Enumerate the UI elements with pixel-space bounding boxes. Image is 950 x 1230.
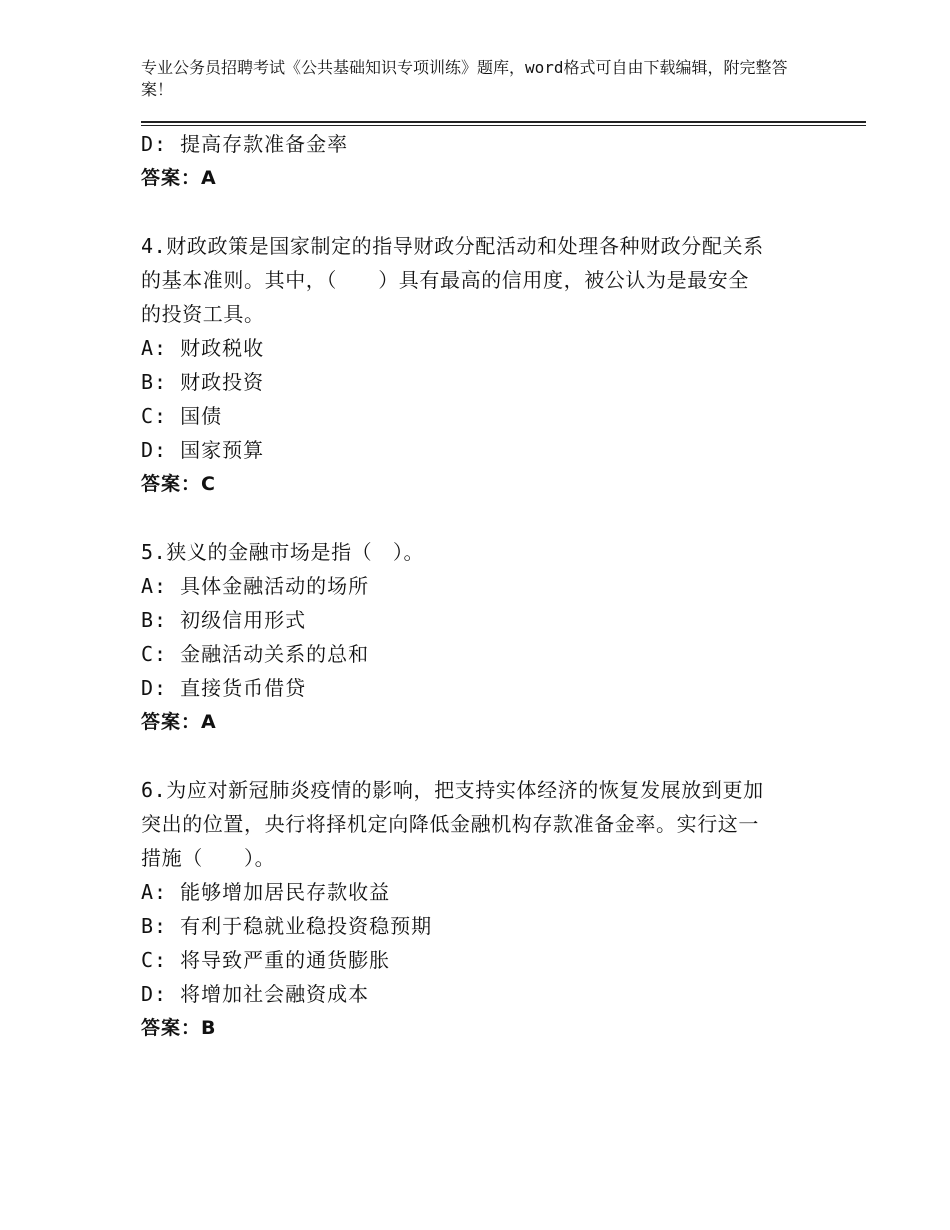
header-divider-thick — [141, 121, 866, 123]
option-b: B: 有利于稳就业稳投资稳预期 — [141, 914, 433, 938]
question-stem-line: 5.狭义的金融市场是指（ ）。 — [141, 540, 425, 564]
header-text: 专业公务员招聘考试《公共基础知识专项训练》题库，word格式可自由下载编辑，附完整答案！ — [141, 58, 788, 99]
option-d: D: 将增加社会融资成本 — [141, 982, 370, 1006]
question-stem-line: 4.财政政策是国家制定的指导财政分配活动和处理各种财政分配关系 — [141, 234, 764, 258]
question-stem-line: 6.为应对新冠肺炎疫情的影响，把支持实体经济的恢复发展放到更加 — [141, 778, 764, 802]
answer: 答案：B — [141, 1017, 217, 1039]
question-stem-line: 的投资工具。 — [141, 302, 265, 326]
option-d: D: 国家预算 — [141, 438, 265, 462]
option-d: D: 直接货币借贷 — [141, 676, 307, 700]
answer: 答案：A — [141, 711, 217, 733]
option-d: D: 提高存款准备金率 — [141, 132, 349, 156]
option-a: A: 具体金融活动的场所 — [141, 574, 370, 598]
question-content — [141, 127, 801, 1045]
header-divider-thin — [141, 125, 866, 126]
option-b: B: 初级信用形式 — [141, 608, 307, 632]
question-stem-line: 的基本准则。其中，（ ）具有最高的信用度，被公认为是最安全 — [141, 268, 749, 292]
option-c: C: 金融活动关系的总和 — [141, 642, 370, 666]
option-c: C: 国债 — [141, 404, 223, 428]
answer: 答案：A — [141, 167, 217, 189]
question-6 — [141, 773, 801, 1045]
document-header — [141, 57, 801, 101]
option-a: A: 能够增加居民存款收益 — [141, 880, 391, 904]
option-a: A: 财政税收 — [141, 336, 265, 360]
question-stem-line: 突出的位置，央行将择机定向降低金融机构存款准备金率。实行这一 — [141, 812, 759, 836]
question-stem-line: 措施（ ）。 — [141, 846, 276, 870]
option-b: B: 财政投资 — [141, 370, 265, 394]
answer: 答案：C — [141, 473, 216, 495]
question-4 — [141, 229, 801, 501]
question-5 — [141, 535, 801, 739]
option-c: C: 将导致严重的通货膨胀 — [141, 948, 391, 972]
